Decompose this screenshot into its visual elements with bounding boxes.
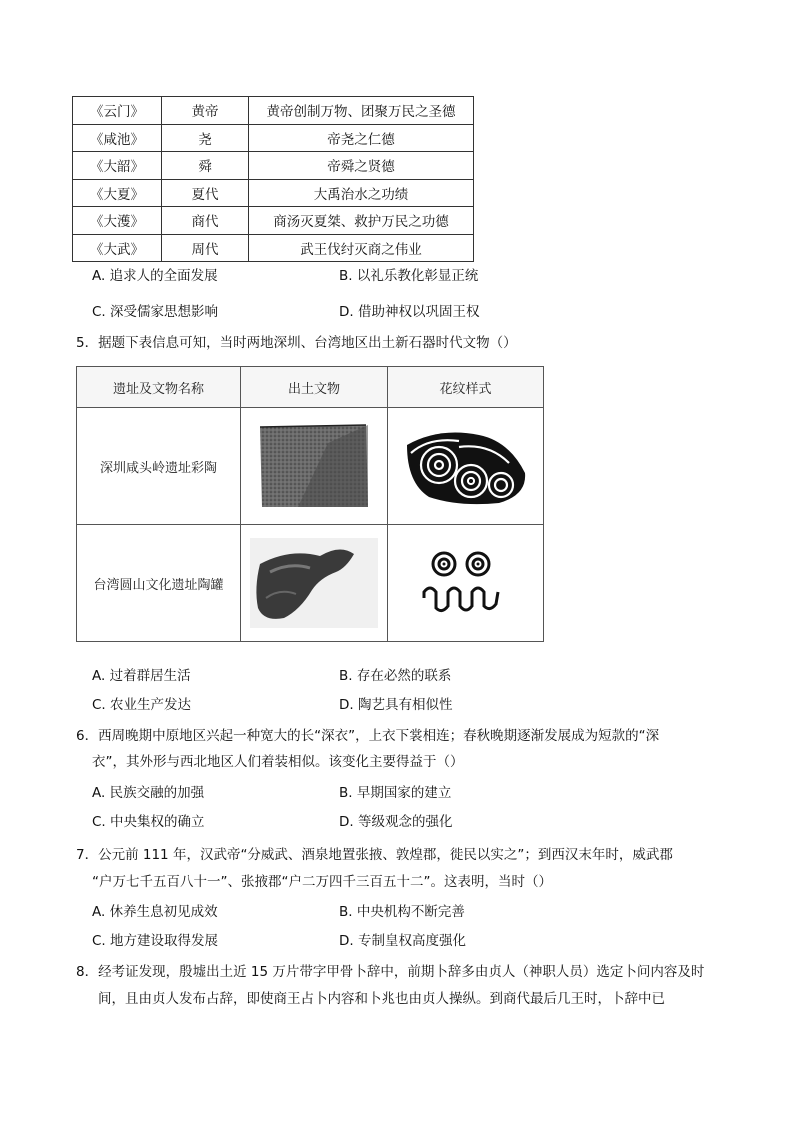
shenzhen-pottery-photo xyxy=(241,408,388,525)
q8-stem-line2: 间，且由贞人发布占辞，即使商王占卜内容和卜兆也由贞人操纵。到商代最后几王时，卜辞中已 xyxy=(98,991,665,1007)
music-era-cell: 夏代 xyxy=(162,179,249,207)
shenzhen-pattern xyxy=(388,408,544,525)
q6-stem-line1: 6．西周晚期中原地区兴起一种宽大的长“深衣”，上衣下裳相连；春秋晚期逐渐发展成为短款的“深 xyxy=(76,728,660,744)
q7-stem-line1: 7．公元前 111 年，汉武帝“分威武、酒泉地置张掖、敦煌郡，徙民以实之”；到西汉末年时，威武郡 xyxy=(76,847,673,863)
q6-option-d[interactable]: D. 等级观念的强化 xyxy=(339,814,453,830)
music-content-cell: 商汤灭夏桀、救护万民之功德 xyxy=(249,207,474,235)
music-table-row xyxy=(73,152,474,180)
music-table-row xyxy=(73,179,474,207)
music-name-cell: 《大夏》 xyxy=(73,179,162,207)
q5-stem: 5．据题下表信息可知，当时两地深圳、台湾地区出土新石器时代文物（） xyxy=(76,335,517,351)
concentric-circle-pattern-icon xyxy=(399,423,533,509)
music-era-cell: 黄帝 xyxy=(162,97,249,125)
music-content-cell: 武王伐纣灭商之伟业 xyxy=(249,234,474,262)
artifact-site-shenzhen: 深圳咸头岭遗址彩陶 xyxy=(77,408,241,525)
taiwan-pattern xyxy=(388,525,544,642)
music-era-cell: 舜 xyxy=(162,152,249,180)
music-name-cell: 《大韶》 xyxy=(73,152,162,180)
music-name-cell: 《大武》 xyxy=(73,234,162,262)
music-era-cell: 尧 xyxy=(162,124,249,152)
q7-option-c[interactable]: C. 地方建设取得发展 xyxy=(92,933,219,949)
q5-option-c[interactable]: C. 农业生产发达 xyxy=(92,697,192,713)
q8-stem-line1: 8．经考证发现，殷墟出土近 15 万片带字甲骨卜辞中，前期卜辞多由贞人（神职人员）选定卜问内容及时 xyxy=(76,964,705,980)
q4-option-d[interactable]: D. 借助神权以巩固王权 xyxy=(339,304,480,320)
artifact-site-taiwan: 台湾圆山文化遗址陶罐 xyxy=(77,525,241,642)
q6-option-c[interactable]: C. 中央集权的确立 xyxy=(92,814,205,830)
q5-option-a[interactable]: A. 过着群居生活 xyxy=(92,668,191,684)
q4-option-c[interactable]: C. 深受儒家思想影响 xyxy=(92,304,219,320)
q7-option-b[interactable]: B. 中央机构不断完善 xyxy=(339,904,465,920)
artifact-header-pattern: 花纹样式 xyxy=(388,367,544,408)
music-table-row xyxy=(73,234,474,262)
q5-option-d[interactable]: D. 陶艺具有相似性 xyxy=(339,697,453,713)
music-era-cell: 商代 xyxy=(162,207,249,235)
music-content-cell: 大禹治水之功绩 xyxy=(249,179,474,207)
q4-option-b[interactable]: B. 以礼乐教化彰显正统 xyxy=(339,268,479,284)
q7-option-a[interactable]: A. 休养生息初见成效 xyxy=(92,904,218,920)
q6-option-b[interactable]: B. 早期国家的建立 xyxy=(339,785,452,801)
artifact-header-site: 遗址及文物名称 xyxy=(77,367,241,408)
artifact-header-relic: 出土文物 xyxy=(241,367,388,408)
music-table-row xyxy=(73,97,474,125)
music-content-cell: 帝舜之贤德 xyxy=(249,152,474,180)
pottery-jar-image xyxy=(250,538,378,628)
music-table-row xyxy=(73,124,474,152)
music-content-cell: 黄帝创制万物、团聚万民之圣德 xyxy=(249,97,474,125)
q6-option-a[interactable]: A. 民族交融的加强 xyxy=(92,785,205,801)
music-name-cell: 《咸池》 xyxy=(73,124,162,152)
music-name-cell: 《云门》 xyxy=(73,97,162,125)
q6-stem-line2: 衣”，其外形与西北地区人们着装相似。该变化主要得益于（） xyxy=(92,754,464,770)
double-circle-wave-pattern-icon xyxy=(418,548,514,618)
q5-option-b[interactable]: B. 存在必然的联系 xyxy=(339,668,452,684)
taiwan-pottery-photo xyxy=(241,525,388,642)
artifact-table xyxy=(76,366,544,642)
q7-stem-line2: “户万七千五百八十一”、张掖郡“户二万四千三百五十二”。这表明，当时（） xyxy=(92,874,552,890)
q7-option-d[interactable]: D. 专制皇权高度强化 xyxy=(339,933,466,949)
pottery-shard-image xyxy=(258,423,370,509)
music-table-row xyxy=(73,207,474,235)
music-content-cell: 帝尧之仁德 xyxy=(249,124,474,152)
music-era-cell: 周代 xyxy=(162,234,249,262)
music-table xyxy=(72,96,474,262)
q4-option-a[interactable]: A. 追求人的全面发展 xyxy=(92,268,218,284)
music-name-cell: 《大濩》 xyxy=(73,207,162,235)
